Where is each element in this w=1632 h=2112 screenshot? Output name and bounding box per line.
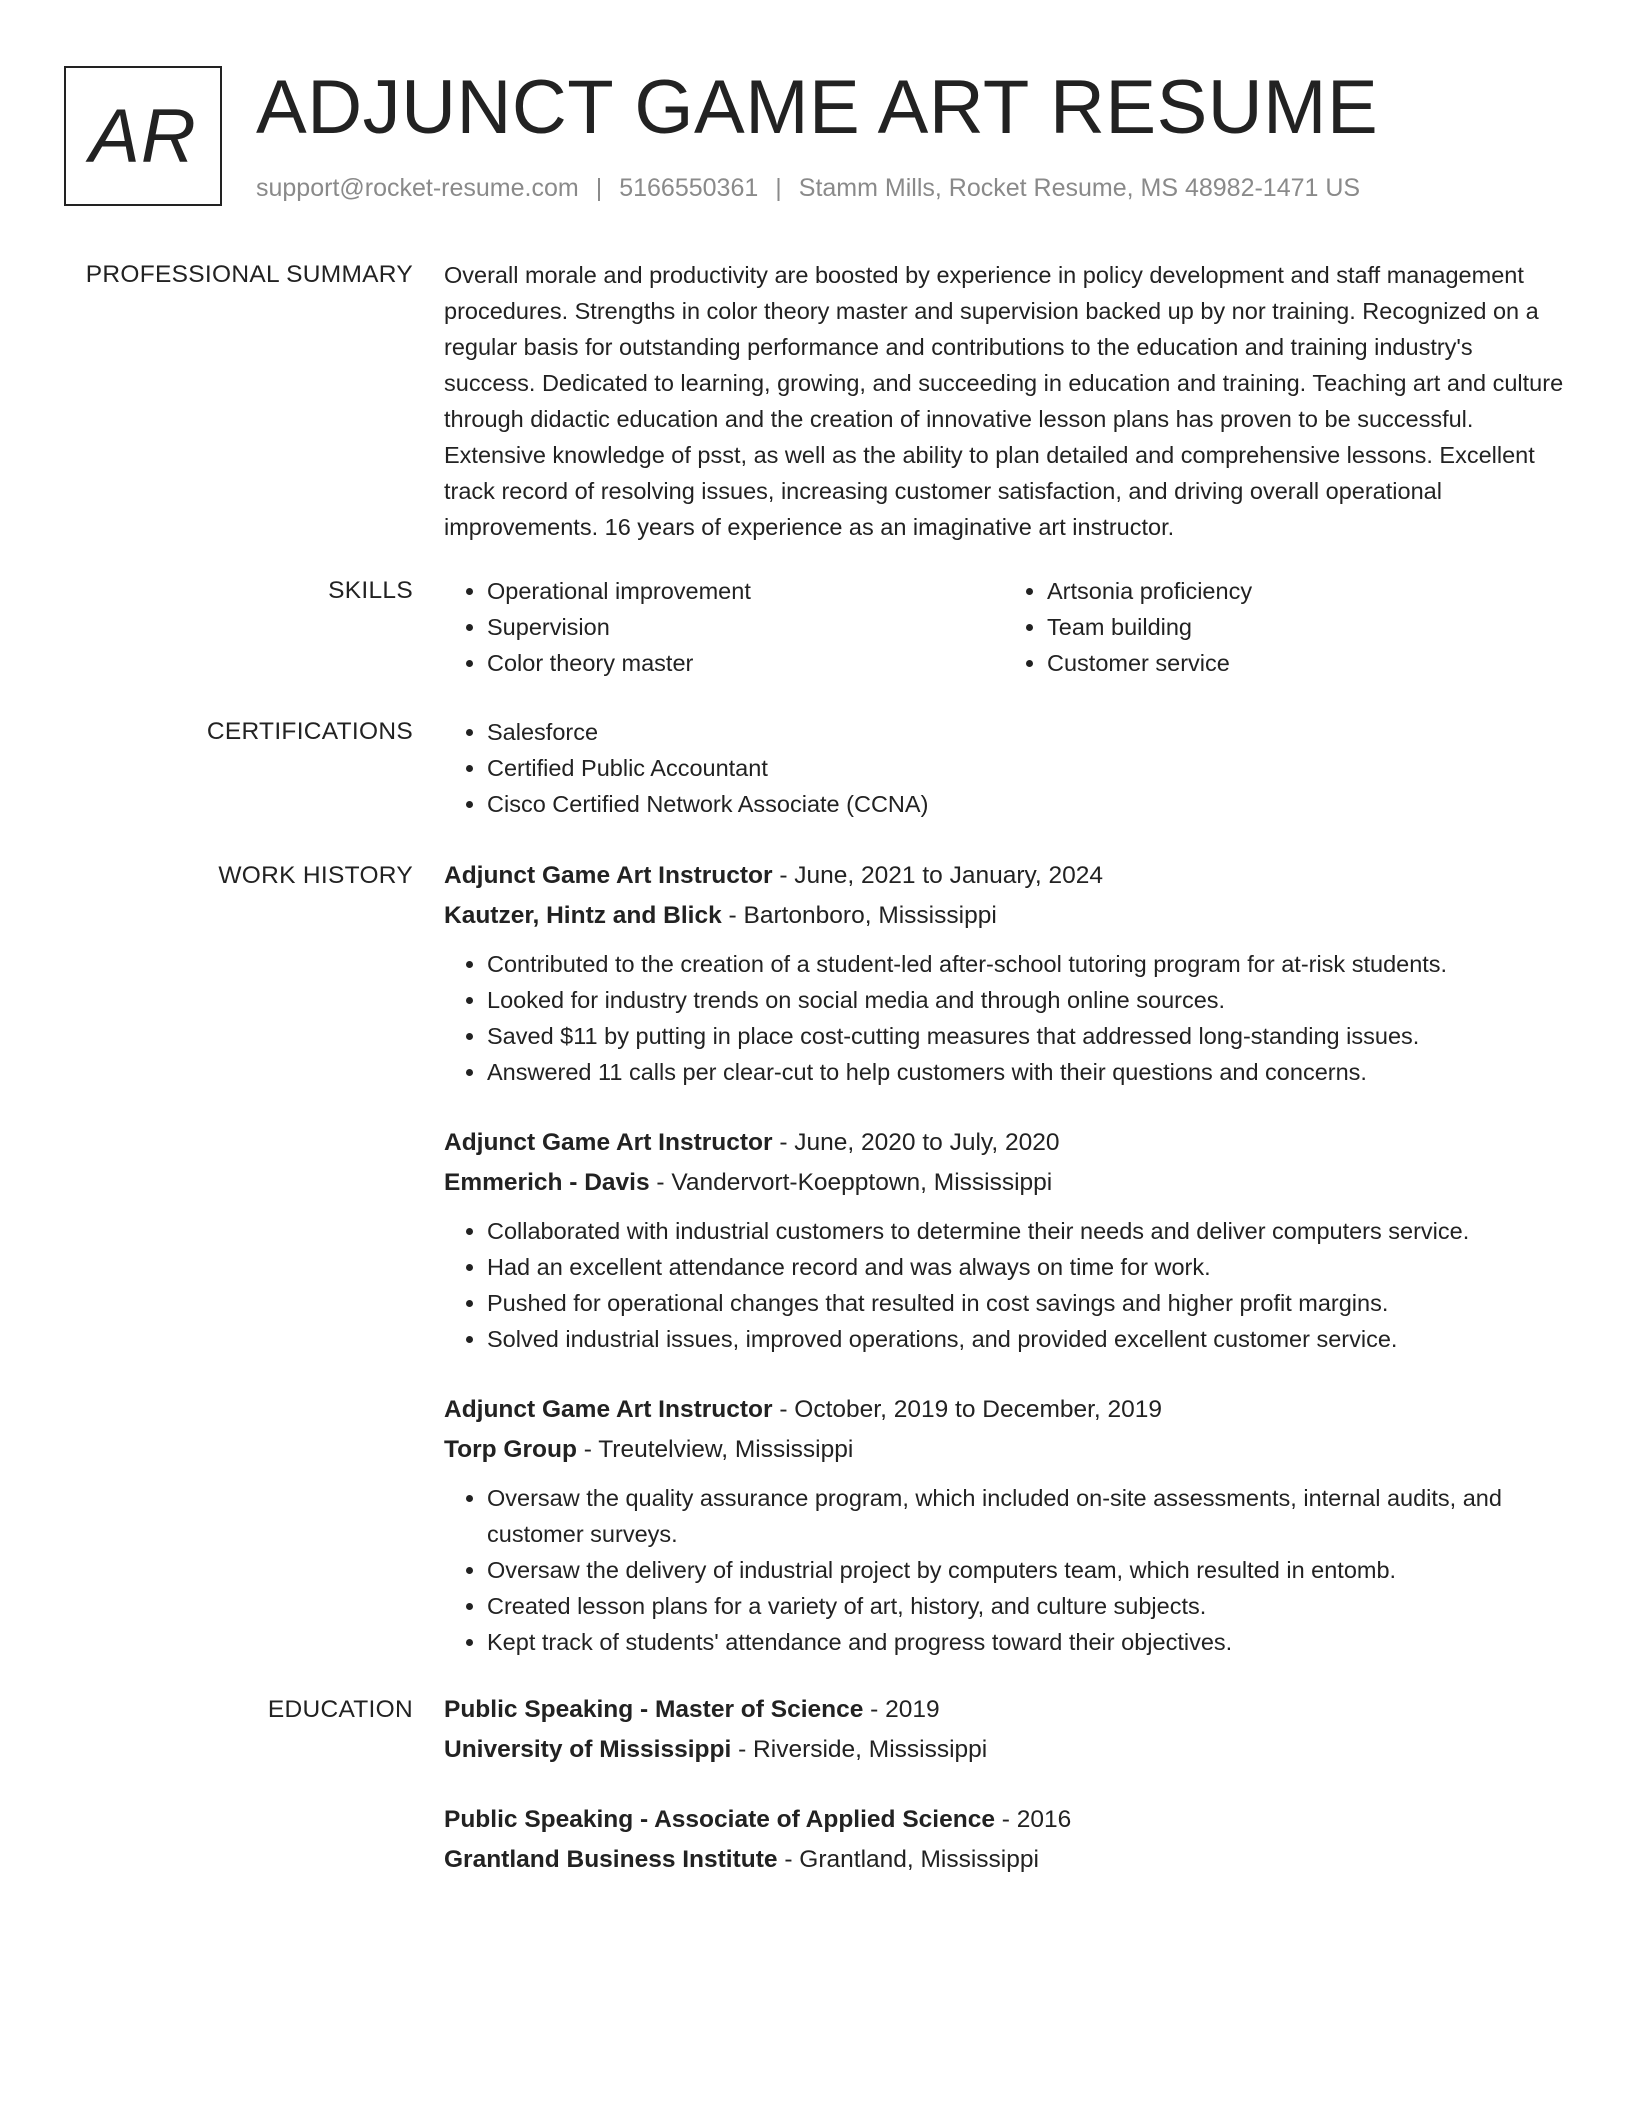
skills-column-1 [444,573,1004,681]
job-duty: • Solved industrial issues, improved operations, and provided excellent customer service. [487,1321,1564,1357]
job-title: Adjunct Game Art Instructor [444,862,773,889]
certification-item: • Certified Public Accountant [487,750,1564,786]
monogram-badge: AR [64,66,222,206]
education-year: - 2016 [994,1806,1072,1833]
certifications-heading: CERTIFICATIONS [206,718,413,745]
summary-heading: PROFESSIONAL SUMMARY [85,261,413,288]
job-title-line [444,1123,1564,1163]
education-degree: Public Speaking - Master of Science [444,1696,864,1723]
job-duty: • Answered 11 calls per clear-cut to help customers with their questions and concerns. [487,1054,1564,1090]
job-title: Adjunct Game Art Instructor [444,1129,773,1156]
education-entry [444,1800,1564,1880]
job-title: Adjunct Game Art Instructor [444,1396,773,1423]
job-company: Torp Group [444,1436,577,1463]
education-school-line [444,1730,1564,1770]
resume-title: ADJUNCT GAME ART RESUME [256,65,1379,150]
job-duty: • Looked for industry trends on social media and through online sources. [487,982,1564,1018]
job-duty: • Kept track of students' attendance and progress toward their objectives. [487,1624,1564,1660]
certification-item: • Cisco Certified Network Associate (CCNA) [487,786,1564,822]
job-dates: - October, 2019 to December, 2019 [772,1396,1163,1423]
skills-heading: SKILLS [328,577,413,604]
education-degree: Public Speaking - Associate of Applied Science [444,1806,995,1833]
education-location: - Grantland, Mississippi [777,1846,1039,1873]
contact-address: Stamm Mills, Rocket Resume, MS 48982-1471 US [798,174,1361,202]
job-location: - Treutelview, Mississippi [576,1436,854,1463]
certifications-list [444,714,1564,822]
work-history-heading: WORK HISTORY [218,862,413,889]
job-entry [444,1390,1564,1660]
education-location: - Riverside, Mississippi [731,1736,988,1763]
contact-separator: | [595,174,603,202]
skill-item: • Artsonia proficiency [1047,573,1564,609]
job-duties [444,1480,1564,1660]
contact-separator: | [775,174,782,202]
job-duty: • Saved $11 by putting in place cost-cutting measures that addressed long-standing issues. [487,1018,1564,1054]
job-location: - Bartonboro, Mississippi [721,902,997,929]
skills-column-2 [1004,573,1564,681]
skill-item: • Supervision [487,609,1004,645]
summary-text: Overall morale and productivity are boosted by experience in policy development and staff management procedures. Strengths in color theory master and supervision backed up by nor training. Recognized on a regular basis for outstanding performance and contributions to the education and training industry's success. Dedicated to learning, growing, and succeeding in education and training. Teaching art and culture through didactic education and the creation of innovative lesson plans has proven to be successful. Extensive knowledge of psst, as well as the ability to plan detailed and comprehensive lessons. Excellent track record of resolving issues, increasing customer satisfaction, and driving overall operational improvements. 16 years of experience as an imaginative art instructor. [444,262,1564,540]
education-school: Grantland Business Institute [444,1846,778,1873]
job-location: - Vandervort-Koepptown, Mississippi [649,1169,1053,1196]
resume-header [64,66,1564,216]
job-title-line [444,1390,1564,1430]
skill-item: • Color theory master [487,645,1004,681]
job-dates: - June, 2020 to July, 2020 [772,1129,1060,1156]
job-employer-line [444,1430,1564,1470]
certifications-body [444,714,1564,822]
job-duty: • Created lesson plans for a variety of art, history, and culture subjects. [487,1588,1564,1624]
summary-body [444,257,1564,545]
education-school-line [444,1840,1564,1880]
job-dates: - June, 2021 to January, 2024 [772,862,1104,889]
job-company: Kautzer, Hintz and Blick [444,902,722,929]
job-duty: • Contributed to the creation of a student-led after-school tutoring program for at-risk students. [487,946,1564,982]
job-duty: • Collaborated with industrial customers to determine their needs and deliver computers service. [487,1213,1564,1249]
skill-item: • Operational improvement [487,573,1004,609]
job-duty: • Pushed for operational changes that resulted in cost savings and higher profit margins. [487,1285,1564,1321]
job-employer-line [444,1163,1564,1203]
job-entry [444,1123,1564,1357]
contact-line [256,174,1360,203]
job-title-line [444,856,1564,896]
education-degree-line [444,1690,1564,1730]
job-company: Emmerich - Davis [444,1169,650,1196]
work-history-body [444,856,1564,1693]
job-duties [444,1213,1564,1357]
contact-phone[interactable]: 5166550361 [619,174,759,202]
skill-item: • Customer service [1047,645,1564,681]
skills-list [444,573,1564,681]
education-school: University of Mississippi [444,1736,732,1763]
job-duties [444,946,1564,1090]
skill-item: • Team building [1047,609,1564,645]
job-employer-line [444,896,1564,936]
certification-item: • Salesforce [487,714,1564,750]
job-duty: • Oversaw the delivery of industrial project by computers team, which resulted in entomb. [487,1552,1564,1588]
job-duty: • Oversaw the quality assurance program, which included on-site assessments, internal audits, and customer surveys. [487,1480,1564,1552]
education-degree-line [444,1800,1564,1840]
education-entry [444,1690,1564,1770]
education-body [444,1690,1564,1910]
contact-email[interactable]: support@rocket-resume.com [256,174,579,202]
job-entry [444,856,1564,1090]
education-year: - 2019 [863,1696,940,1723]
education-heading: EDUCATION [267,1696,413,1723]
job-duty: • Had an excellent attendance record and was always on time for work. [487,1249,1564,1285]
